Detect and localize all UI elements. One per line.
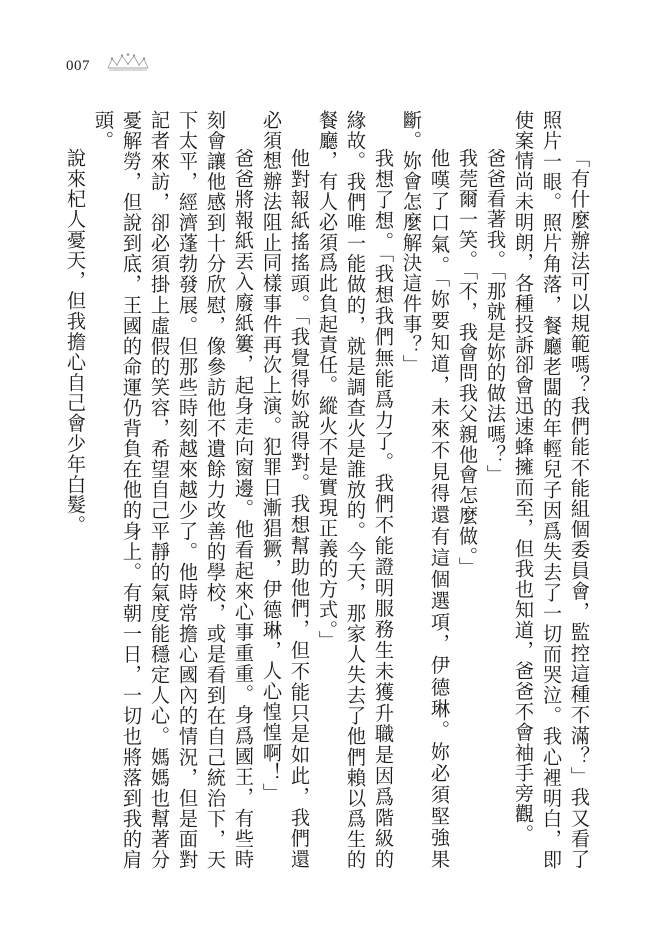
- crown-ornament-icon: [106, 53, 150, 71]
- paragraph: 他嘆了口氣。「妳要知道，未來不見得還有這個選項，伊德琳。妳必須堅強果斷。妳會怎麼解決這件事？」: [400, 110, 451, 870]
- paragraph: 爸爸將報紙丟入廢紙簍，起身走向窗邊。他看起來心事重重。身爲國王，有些時刻會讓他感到十分欣慰，像參訪他不遺餘力改善的學校，或是看到在自己統治下，天下太平，經濟蓬勃發展。但那些時刻越來越少了。他時常擔心國內的情況，但是面對記者來訪，卻必須掛上虛假的笑容，希望自己平靜的氣度能穩定人心。媽媽也幫著分憂解勞，但說到底，王國的命運仍背負在他的身上。有朝一日，一切也將落到我的肩頭。: [92, 110, 255, 870]
- page-number: 007: [66, 58, 90, 74]
- body-text: [61, 110, 593, 870]
- paragraph: 「有什麼辦法可以規範嗎？我們能不能組個委員會，監控這種不滿？」我又看了照片一眼。照片角落，餐廳老闆的年輕兒子因爲失去了一切而哭泣。我心裡明白，即使案情尚未明朗，各種投訴卻會迅速蜂擁而至，但我也知道，爸爸不會袖手旁觀。: [512, 110, 591, 870]
- paragraph: 爸爸看著我。「那就是妳的做法嗎？」: [484, 148, 507, 486]
- paragraph: 我莞爾一笑。「不，我會問我父親他會怎麼做。」: [456, 148, 479, 578]
- paragraph: 我想了想。「我想我們無能爲力了。我們不能證明服務生未獲升職是因爲階級的緣故。我們唯一能做的，就是調查火是誰放的。今天，那家人失去了他們賴以爲生的餐廳，有人必須爲此負起責任。縱火不是實現正義的方式。」: [316, 110, 395, 870]
- paragraph: 說來杞人憂天，但我擔心自己會少年白髮。: [64, 148, 87, 536]
- paragraph: 他對報紙搖搖頭。「我覺得妳說得對。我想幫助他們，但不能只是如此，我們還必須想辦法阻止同樣事件再次上演。犯罪日漸猖獗，伊德琳，人心惶惶啊！」: [260, 110, 311, 870]
